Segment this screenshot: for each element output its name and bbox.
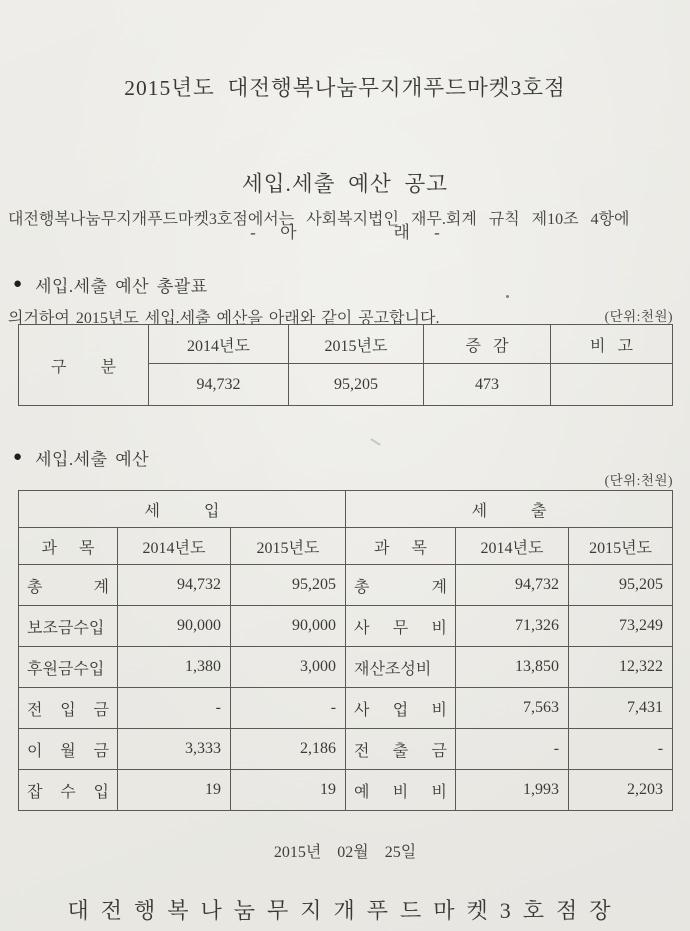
revenue-item-label: 총 계 [19, 565, 118, 606]
revenue-2015-value: - [231, 688, 346, 729]
summary-value-change: 473 [424, 364, 551, 406]
summary-section-title: 세입.세출 예산 총괄표 [35, 277, 208, 296]
expense-item-label: 전 출 금 [346, 729, 456, 770]
budget-row-subsidy-office [19, 606, 673, 647]
expense-2015-value: - [569, 729, 673, 770]
revenue-2015-value: 95,205 [231, 565, 346, 606]
expense-2014-value: 7,563 [456, 688, 569, 729]
revenue-item-label: 보조금수입 [19, 606, 118, 647]
budget-section-title: 세입.세출 예산 [35, 450, 150, 469]
below-divider-text: - 아 래 - [250, 223, 440, 242]
revenue-2015-value: 90,000 [231, 606, 346, 647]
unit-note-budget: (단위:천원) [604, 473, 673, 488]
expense-2014-value: 94,732 [456, 565, 569, 606]
revenue-2015-value: 3,000 [231, 647, 346, 688]
revenue-2014-value: 3,333 [118, 729, 231, 770]
budget-section-heading [13, 445, 149, 470]
revenue-item-label: 후원금수입 [19, 647, 118, 688]
revenue-group-header: 세 입 [19, 491, 346, 528]
expense-item-header: 과 목 [346, 528, 456, 565]
scan-speck [370, 438, 380, 446]
expense-2015-value: 95,205 [569, 565, 673, 606]
expense-2015-value: 2,203 [569, 770, 673, 811]
summary-value-2014: 94,732 [149, 364, 289, 406]
expense-2014-header: 2014년도 [456, 528, 569, 565]
budget-row-carryover-transferout [19, 729, 673, 770]
summary-header-2014: 2014년도 [149, 325, 289, 364]
budget-table [18, 490, 673, 811]
budget-table-subheader-row [19, 528, 673, 565]
expense-item-label: 사 무 비 [346, 606, 456, 647]
expense-2014-value: 13,850 [456, 647, 569, 688]
summary-table [18, 324, 673, 406]
revenue-2014-value: 1,380 [118, 647, 231, 688]
summary-value-note [551, 364, 673, 406]
expense-2015-value: 7,431 [569, 688, 673, 729]
bullet-icon: ● [13, 276, 23, 292]
budget-row-misc-reserve [19, 770, 673, 811]
summary-header-note: 비 고 [551, 325, 673, 364]
revenue-2014-header: 2014년도 [118, 528, 231, 565]
budget-table-group-header-row [19, 491, 673, 528]
revenue-2014-value: 19 [118, 770, 231, 811]
revenue-2015-header: 2015년도 [231, 528, 346, 565]
expense-item-label: 사 업 비 [346, 688, 456, 729]
expense-2015-value: 12,322 [569, 647, 673, 688]
expense-item-label: 예 비 비 [346, 770, 456, 811]
budget-row-transferin-project [19, 688, 673, 729]
summary-header-2015: 2015년도 [289, 325, 424, 364]
revenue-2015-value: 2,186 [231, 729, 346, 770]
doc-title-line2: 세입.세출 예산 공고 [241, 172, 449, 196]
revenue-item-label: 이 월 금 [19, 729, 118, 770]
intro-line1: 대전행복나눔무지개푸드마켓3호점에서는 사회복지법인 재무.회계 규칙 제10조 4항에 [8, 211, 630, 228]
budget-row-total [19, 565, 673, 606]
summary-section-heading [13, 272, 208, 297]
doc-title-line1: 2015년도 대전행복나눔무지개푸드마켓3호점 [124, 76, 566, 100]
budget-row-donation-property [19, 647, 673, 688]
revenue-item-header: 과 목 [19, 528, 118, 565]
bullet-icon: ● [13, 449, 23, 465]
revenue-2015-value: 19 [231, 770, 346, 811]
summary-table-header-row [19, 325, 673, 364]
revenue-item-label: 전 입 금 [19, 688, 118, 729]
signature-line: 대전행복나눔무지개푸드마켓3호점장 [67, 898, 623, 923]
announcement-date: 2015년 02월 25일 [273, 844, 417, 861]
expense-2014-value: 71,326 [456, 606, 569, 647]
scan-speck [506, 295, 509, 298]
summary-value-2015: 95,205 [289, 364, 424, 406]
unit-note-summary: (단위:천원) [604, 309, 673, 324]
expense-item-label: 총 계 [346, 565, 456, 606]
expense-2015-value: 73,249 [569, 606, 673, 647]
revenue-2014-value: 94,732 [118, 565, 231, 606]
expense-item-label: 재산조성비 [346, 647, 456, 688]
revenue-2014-value: - [118, 688, 231, 729]
summary-header-change: 증 감 [424, 325, 551, 364]
expense-2015-header: 2015년도 [569, 528, 673, 565]
revenue-2014-value: 90,000 [118, 606, 231, 647]
expense-2014-value: - [456, 729, 569, 770]
expense-group-header: 세 출 [346, 491, 673, 528]
intro-line2: 의거하여 2015년도 세입.세출 예산을 아래와 같이 공고합니다. [8, 310, 440, 327]
revenue-item-label: 잡 수 입 [19, 770, 118, 811]
summary-category-cell: 구 분 [19, 325, 149, 406]
expense-2014-value: 1,993 [456, 770, 569, 811]
